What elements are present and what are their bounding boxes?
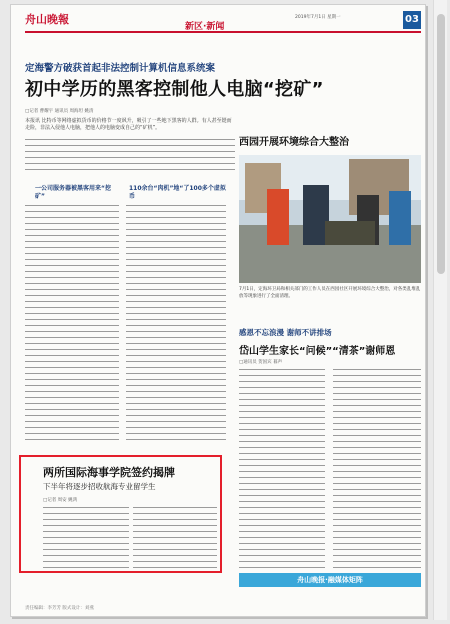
column-1-text [25, 205, 119, 445]
highlighted-subheadline: 下半年将逐步招收航海专业留学生 [43, 482, 156, 491]
sub-story-1-headline[interactable]: 一公司服务器被黑客用来“挖矿” [35, 185, 111, 200]
column-2-text [126, 205, 226, 445]
side-column-1-text [239, 369, 325, 569]
highlighted-byline: □记者 周安 姚鸿 [43, 498, 78, 503]
side-column-2-text [333, 369, 421, 569]
sub-story-2-headline[interactable]: 110余台“肉机”地“了100多个虚拟币 [129, 185, 226, 200]
highlighted-body-1 [43, 507, 129, 569]
newspaper-page [10, 4, 426, 617]
photo-story-headline[interactable]: 西园开展环境综合大整治 [239, 137, 349, 148]
side-story-byline: □通讯员 贺国宾 暮声 [239, 360, 283, 365]
photo-caption: 7月1日，定海环卫局和相关部门的工作人员在西园社区开展环境综合大整治，对各类乱堆乱放等现象进行了全面清理。 [239, 287, 421, 299]
highlighted-body-2 [133, 507, 217, 569]
scrollbar-thumb[interactable] [437, 14, 445, 274]
newspaper-logo: 舟山晚報 [25, 13, 69, 26]
media-banner[interactable]: 舟山晚报·融媒体矩阵 [239, 573, 421, 587]
highlighted-headline[interactable]: 两所国际海事学院签约揭牌 [43, 466, 175, 479]
footer-credit: 责任编辑：李芳芳 版式设计：刘燕 [25, 606, 94, 611]
lead-body-text [25, 139, 235, 173]
lead-paragraph: 本报讯 比特币等网络虚拟货币的价格节一度讽升，吸引了一些地下黑客的人群。有人甚至铤而走险，非法入侵他人电脑，把他人的电脑变成自己的“矿机”。 [25, 118, 232, 131]
side-story-headline[interactable]: 岱山学生家长“问候”“清茶”谢师恩 [239, 346, 396, 357]
section-title: 新区·新闻 [185, 22, 225, 32]
lead-kicker: 定海警方破获首起非法控制计算机信息系统案 [25, 63, 216, 74]
vertical-scrollbar[interactable] [433, 0, 447, 620]
lead-headline[interactable]: 初中学历的黑客控制他人电脑“挖矿” [25, 79, 324, 100]
news-photo[interactable] [239, 155, 421, 283]
issue-date: 2019年7月1日 星期一 [295, 15, 341, 20]
page-header [25, 11, 421, 33]
highlighted-article[interactable] [19, 455, 222, 573]
side-story-kicker: 感恩不忘浪漫 谢师不讲排场 [239, 328, 332, 337]
page-number: 03 [403, 11, 421, 29]
lead-byline: □记者 曹耀宇 通讯员 周海坦 姚清 [25, 109, 94, 114]
